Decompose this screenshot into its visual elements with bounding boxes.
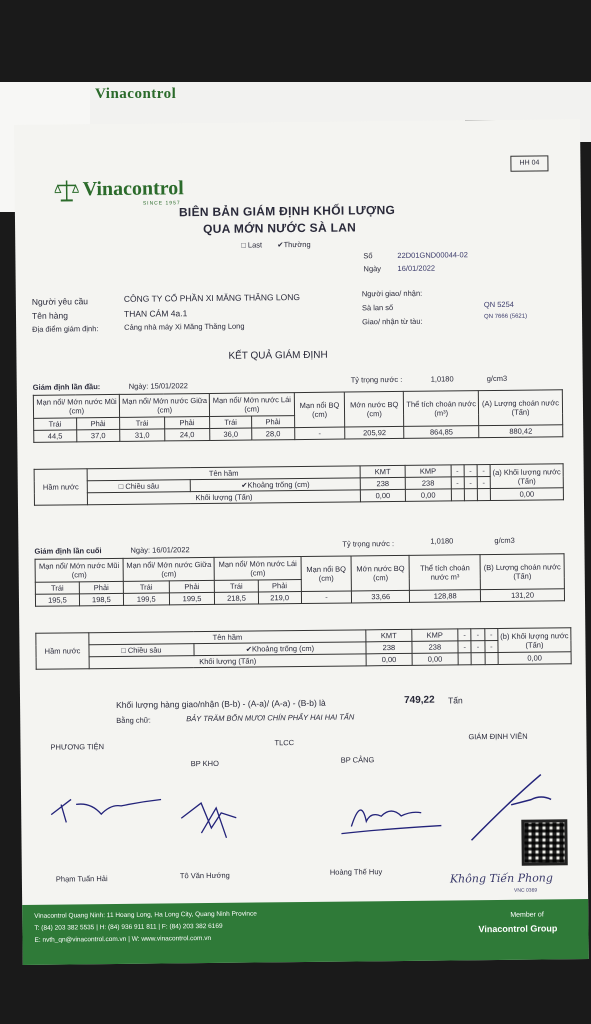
sub-cell: Phải bbox=[76, 417, 120, 429]
value-cell: 131,20 bbox=[481, 589, 565, 602]
document-page bbox=[14, 119, 589, 965]
last-density-label: Tỷ trọng nước : bbox=[342, 539, 395, 549]
value-cell: 36,0 bbox=[210, 428, 252, 440]
sender-label: Người giao/ nhận: bbox=[361, 288, 423, 299]
scales-logo-icon bbox=[55, 178, 79, 202]
last-tank-table bbox=[35, 627, 571, 670]
table-row bbox=[35, 554, 564, 583]
signatures-drawing bbox=[41, 769, 582, 875]
last-draft-table bbox=[35, 553, 565, 607]
logo-since: SINCE 1957 bbox=[142, 200, 181, 207]
value-cell: 218,5 bbox=[215, 592, 258, 604]
qr-code bbox=[521, 819, 567, 865]
sub-cell: Trái bbox=[120, 417, 165, 429]
sig-name-4-code: VNC 0369 bbox=[514, 887, 538, 894]
first-label: Giám định lần đầu: bbox=[32, 382, 101, 392]
tank-result: 0,00 bbox=[490, 488, 563, 501]
dash-cell: - bbox=[484, 628, 497, 640]
words-label: Bằng chữ: bbox=[116, 715, 151, 725]
sub-cell: Trái bbox=[123, 581, 169, 593]
dash-cell: - bbox=[464, 477, 477, 489]
header-cell: Mạn nổi/ Mớn nước Mũi (cm) bbox=[33, 394, 119, 418]
words-value: BẢY TRĂM BỐN MƯƠI CHÍN PHẨY HAI HAI TẤN bbox=[186, 712, 355, 724]
ngay-label: Ngày bbox=[363, 264, 382, 274]
footer-group: Vinacontrol Group bbox=[478, 923, 558, 935]
ullage-option: ✔Khoảng trống (cm) bbox=[190, 478, 360, 492]
sub-cell: Trái bbox=[210, 416, 252, 428]
tank-label: Hầm nước bbox=[34, 469, 87, 506]
goods-value: THAN CÁM 4a.1 bbox=[123, 308, 188, 319]
company-logo: Vinacontrol bbox=[82, 177, 184, 201]
header-cell: Mạn nổi BQ (cm) bbox=[294, 392, 345, 428]
dash-cell: - bbox=[477, 477, 490, 489]
sig-pt-label: PHƯƠNG TIỆN bbox=[50, 742, 105, 752]
sig-name-2: Tô Văn Hướng bbox=[179, 870, 230, 881]
last-label: Giám định lần cuối bbox=[34, 546, 102, 556]
header-cell: Mạn nổi/ Mớn nước Mũi (cm) bbox=[35, 558, 123, 582]
sig-gdv-label: GIÁM ĐỊNH VIÊN bbox=[468, 731, 528, 742]
sub-cell: Phải bbox=[164, 416, 210, 428]
empty-cell bbox=[458, 653, 471, 665]
tank-name-header: Tên hầm bbox=[87, 466, 360, 481]
value-cell: 44,5 bbox=[34, 430, 77, 442]
sub-cell: Phải bbox=[169, 580, 215, 592]
tank-mass: 0,00 bbox=[366, 653, 412, 665]
ngay-value: 16/01/2022 bbox=[397, 263, 436, 273]
goods-label: Tên hàng bbox=[31, 310, 68, 321]
first-draft-table bbox=[33, 389, 563, 443]
summary-unit: Tấn bbox=[447, 695, 463, 706]
header-cell: (A) Lượng choán nước (Tấn) bbox=[478, 390, 562, 426]
dash-cell: - bbox=[485, 640, 498, 652]
first-date: Ngày: 15/01/2022 bbox=[128, 381, 189, 391]
tank-label: Hầm nước bbox=[36, 633, 89, 670]
tank-mass-label: Khối lượng (Tấn) bbox=[87, 490, 360, 505]
header-cell: Mạn nổi/ Mớn nước Lái (cm) bbox=[209, 393, 294, 417]
value-cell: 864,85 bbox=[404, 426, 479, 439]
kmt-header: KMT bbox=[366, 629, 412, 641]
header-cell: Thể tích choán nước (m³) bbox=[404, 391, 479, 427]
last-density-unit: g/cm3 bbox=[494, 535, 515, 545]
header-cell: Mạn nổi/ Mớn nước Giữa (cm) bbox=[120, 393, 210, 417]
tank-value: 238 bbox=[366, 641, 412, 653]
sub-cell: Trái bbox=[34, 418, 77, 430]
header-cell: Mớn nước BQ (cm) bbox=[351, 555, 409, 591]
barge-label: Sà lan số bbox=[361, 303, 394, 313]
dash-cell: - bbox=[451, 477, 464, 489]
place-label: Địa điểm giám định: bbox=[32, 324, 99, 334]
footer-phone: T: (84) 203 382 5535 | H: (84) 936 911 811 | F: (84) 203 382 6169 bbox=[34, 922, 223, 932]
value-cell: 128,88 bbox=[410, 590, 481, 603]
last-checkbox: □ Last bbox=[241, 240, 263, 250]
ship-label: Giao/ nhận từ tàu: bbox=[362, 316, 423, 327]
summary-value: 749,22 bbox=[403, 694, 435, 706]
requester-label: Người yêu cầu bbox=[31, 296, 89, 307]
header-cell: Mớn nước BQ (cm) bbox=[345, 391, 404, 427]
tank-mass: 0,00 bbox=[405, 489, 451, 501]
depth-option: □ Chiều sâu bbox=[89, 644, 194, 657]
value-cell: - bbox=[301, 591, 352, 604]
ship-value: QN 7666 (5621) bbox=[484, 313, 528, 321]
empty-cell bbox=[477, 489, 490, 501]
header-cell: (B) Lượng choán nước (Tấn) bbox=[480, 554, 564, 590]
sub-cell: Trái bbox=[215, 580, 258, 592]
sig-name-3: Hoàng Thế Huy bbox=[329, 867, 383, 877]
dash-cell: - bbox=[477, 465, 490, 477]
result-title: KẾT QUẢ GIÁM ĐỊNH bbox=[228, 349, 328, 362]
last-date: Ngày: 16/01/2022 bbox=[130, 545, 190, 555]
sig-bpcang-label: BP CẢNG bbox=[340, 755, 375, 765]
dash-cell: - bbox=[471, 641, 484, 653]
first-density: 1,0180 bbox=[430, 374, 454, 384]
dash-cell: - bbox=[471, 629, 484, 641]
sub-cell: Phải bbox=[258, 580, 301, 592]
footer-bar bbox=[22, 899, 589, 965]
requester-value: CÔNG TY CỔ PHẦN XI MĂNG THĂNG LONG bbox=[123, 292, 301, 304]
value-cell: 31,0 bbox=[120, 429, 165, 441]
value-cell: 28,0 bbox=[252, 428, 295, 440]
thuong-checkbox: ✔Thường bbox=[277, 239, 311, 250]
kmt-header: KMT bbox=[360, 465, 405, 477]
dash-cell: - bbox=[458, 641, 471, 653]
first-density-unit: g/cm3 bbox=[486, 373, 508, 384]
tank-mass-label: Khối lượng (Tấn) bbox=[89, 654, 366, 669]
sub-cell: Phải bbox=[251, 416, 294, 428]
tank-mass: 0,00 bbox=[360, 489, 405, 501]
tank-value: 238 bbox=[412, 641, 459, 653]
so-value: 22D01GND00044-02 bbox=[397, 250, 468, 260]
value-cell: 24,0 bbox=[164, 428, 210, 440]
footer-address: Vinacontrol Quang Ninh: 11 Hoang Long, Ha Long City, Quang Ninh Province bbox=[34, 910, 257, 920]
kmp-header: KMP bbox=[411, 629, 458, 641]
value-cell: 195,5 bbox=[35, 594, 79, 606]
sub-cell: Trái bbox=[35, 582, 79, 594]
tank-value: 238 bbox=[360, 477, 405, 489]
sig-name-4: Không Tiến Phong bbox=[449, 871, 553, 886]
place-value: Cảng nhà máy Xi Măng Thăng Long bbox=[124, 321, 245, 332]
first-density-label: Tỷ trọng nước : bbox=[350, 374, 403, 385]
tank-name-header: Tên hầm bbox=[89, 630, 366, 645]
tank-result-label: (a) Khối lượng nước (Tấn) bbox=[490, 464, 563, 489]
value-cell: 219,0 bbox=[258, 592, 301, 604]
empty-cell bbox=[485, 652, 498, 664]
sig-name-1: Phạm Tuấn Hải bbox=[55, 874, 108, 884]
dash-cell: - bbox=[464, 465, 477, 477]
last-density: 1,0180 bbox=[430, 536, 454, 546]
so-label: Số bbox=[363, 251, 373, 261]
value-cell: 205,92 bbox=[345, 426, 404, 439]
back-logo: Vinacontrol bbox=[95, 86, 177, 102]
value-cell: 33,66 bbox=[352, 590, 410, 603]
header-cell: Thể tích choán nước m³ bbox=[409, 555, 480, 591]
doc-title-line1: BIÊN BẢN GIÁM ĐỊNH KHỐI LƯỢNG bbox=[178, 203, 396, 220]
sig-bpkho-label: BP KHO bbox=[190, 758, 219, 769]
ullage-option: ✔Khoảng trống (cm) bbox=[194, 642, 367, 656]
value-cell: 199,5 bbox=[169, 592, 215, 604]
value-cell: 37,0 bbox=[76, 429, 120, 441]
form-code: HH 04 bbox=[510, 155, 548, 171]
empty-cell bbox=[471, 653, 484, 665]
header-cell: Mạn nổi BQ (cm) bbox=[301, 556, 352, 592]
empty-cell bbox=[464, 489, 477, 501]
summary-formula: Khối lượng hàng giao/nhận (B-b) - (A-a)/ (A-a) - (B-b) là bbox=[116, 697, 326, 710]
tank-value: 238 bbox=[405, 477, 451, 489]
header-cell: Mạn nổi/ Mớn nước Lái (cm) bbox=[214, 557, 301, 581]
depth-option: □ Chiều sâu bbox=[87, 480, 190, 493]
sig-tlcc-label: TLCC bbox=[274, 738, 295, 748]
tank-result-label: (b) Khối lượng nước (Tấn) bbox=[498, 628, 571, 653]
footer-contact: E: nvth_qn@vinacontrol.com.vn | W: www.vinacontrol.com.vn bbox=[34, 934, 212, 944]
value-cell: - bbox=[294, 427, 345, 440]
footer-member-label: Member of bbox=[510, 911, 544, 919]
kmp-header: KMP bbox=[405, 465, 451, 477]
dash-cell: - bbox=[451, 465, 464, 477]
tank-mass: 0,00 bbox=[412, 653, 459, 665]
table-row bbox=[33, 390, 562, 419]
first-tank-table bbox=[34, 463, 564, 506]
tank-result: 0,00 bbox=[498, 652, 571, 665]
doc-title-line2: QUA MỚN NƯỚC SÀ LAN bbox=[203, 220, 357, 237]
dash-cell: - bbox=[458, 629, 471, 641]
value-cell: 199,5 bbox=[123, 593, 169, 605]
value-cell: 198,5 bbox=[79, 593, 123, 605]
header-cell: Mạn nổi/ Mớn nước Giữa (cm) bbox=[123, 557, 215, 581]
barge-value: QN 5254 bbox=[483, 299, 514, 310]
empty-cell bbox=[451, 489, 464, 501]
value-cell: 880,42 bbox=[479, 425, 563, 438]
sub-cell: Phải bbox=[79, 581, 123, 593]
